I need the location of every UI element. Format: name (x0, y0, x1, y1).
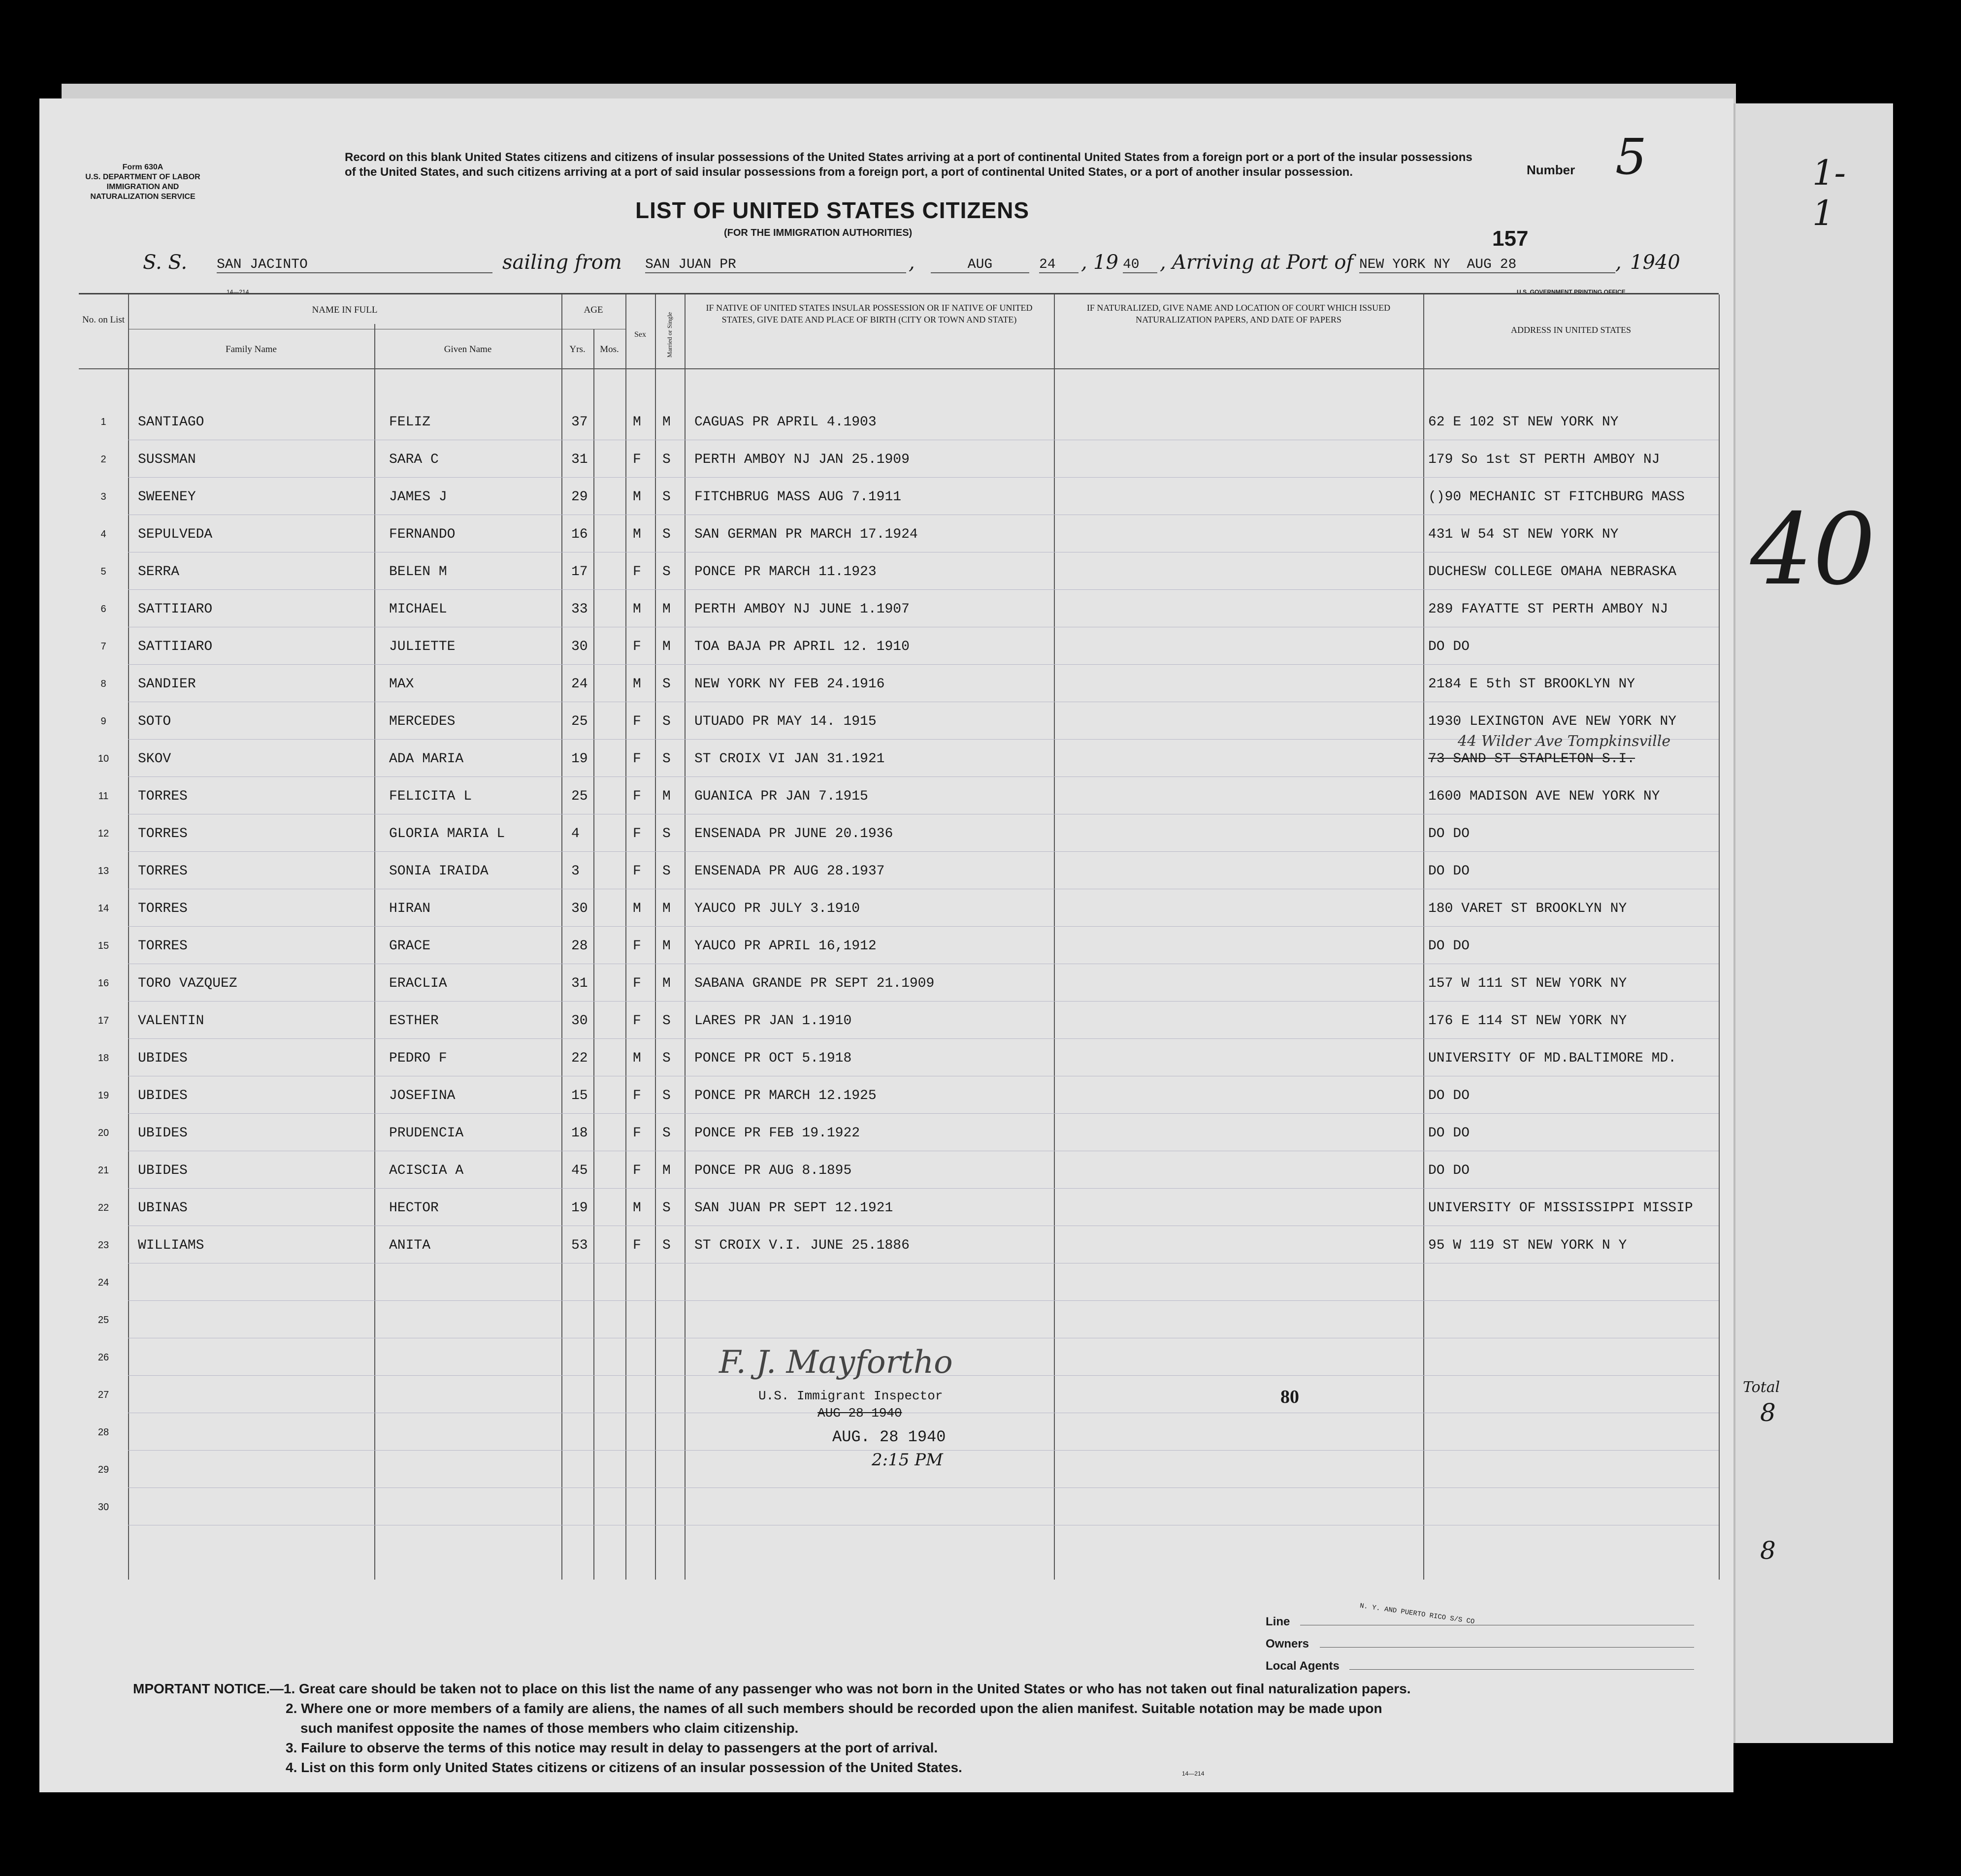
col-yrs: Yrs. (569, 344, 586, 355)
table-row (79, 1114, 1719, 1151)
inspector-title: U.S. Immigrant Inspector (758, 1389, 943, 1403)
birth-cell: GUANICA PR JAN 7.1915 (694, 789, 868, 804)
birth-cell: ST CROIX VI JAN 31.1921 (694, 751, 885, 767)
age-cell: 31 (571, 976, 588, 991)
family-name-cell: SKOV (138, 751, 171, 767)
inspection-time: 2:15 PM (872, 1450, 943, 1470)
address-cell: 289 FAYATTE ST PERTH AMBOY NJ (1428, 602, 1668, 617)
total-label: Total (1743, 1379, 1780, 1396)
address-cell: 431 W 54 ST NEW YORK NY (1428, 527, 1619, 542)
marital-status-cell: S (662, 1200, 671, 1216)
table-row (79, 1488, 1719, 1525)
form-agency: Form 630A U.S. DEPARTMENT OF LABOR IMMIGRATION AND NATURALIZATION SERVICE (85, 163, 200, 201)
birth-cell: PERTH AMBOY NJ JUNE 1.1907 (694, 602, 910, 617)
family-name-cell: SEPULVEDA (138, 527, 213, 542)
family-name-cell: UBINAS (138, 1200, 188, 1216)
family-name-cell: SANDIER (138, 677, 196, 692)
family-name-cell: UBIDES (138, 1088, 188, 1103)
table-row (79, 1002, 1719, 1039)
age-cell: 15 (571, 1088, 588, 1103)
age-cell: 24 (571, 677, 588, 692)
marital-status-cell: S (662, 564, 671, 580)
family-name-cell: TORRES (138, 864, 188, 879)
birth-cell: NEW YORK NY FEB 24.1916 (694, 677, 885, 692)
birth-cell: LARES PR JAN 1.1910 (694, 1013, 852, 1029)
address-cell: 95 W 119 ST NEW YORK N Y (1428, 1238, 1627, 1253)
side-big-number: 40 (1750, 492, 1876, 607)
birth-cell: CAGUAS PR APRIL 4.1903 (694, 415, 877, 430)
given-name-cell: JOSEFINA (389, 1088, 456, 1103)
table-row (79, 1189, 1719, 1226)
row-number: 30 (98, 1502, 109, 1513)
page-title: LIST OF UNITED STATES CITIZENS (635, 197, 1030, 223)
ss-label: S. S. (143, 251, 188, 274)
address-cell: DO DO (1428, 1088, 1470, 1103)
given-name-cell: FELIZ (389, 415, 431, 430)
age-cell: 53 (571, 1238, 588, 1253)
given-name-cell: GLORIA MARIA L (389, 826, 505, 841)
col-no: No. on List (82, 315, 125, 325)
row-number: 27 (98, 1390, 109, 1400)
sex-cell: F (633, 639, 641, 654)
birth-cell: PONCE PR MARCH 11.1923 (694, 564, 877, 580)
row-number: 10 (98, 753, 109, 764)
marital-status-cell: S (662, 489, 671, 505)
family-name-cell: SANTIAGO (138, 415, 204, 430)
sex-cell: F (633, 1088, 641, 1103)
given-name-cell: SONIA IRAIDA (389, 864, 489, 879)
birth-cell: PONCE PR MARCH 12.1925 (694, 1088, 877, 1103)
address-cell: UNIVERSITY OF MISSISSIPPI MISSIP (1428, 1200, 1693, 1216)
table-row (79, 515, 1719, 552)
age-cell: 25 (571, 714, 588, 729)
table-row (79, 590, 1719, 627)
col-address: ADDRESS IN UNITED STATES (1510, 325, 1632, 335)
birth-cell: YAUCO PR JULY 3.1910 (694, 901, 860, 916)
birth-cell: UTUADO PR MAY 14. 1915 (694, 714, 877, 729)
row-number: 13 (98, 866, 109, 876)
table-row (79, 777, 1719, 814)
sex-cell: F (633, 714, 641, 729)
row-number: 8 (100, 679, 106, 689)
age-cell: 18 (571, 1126, 588, 1141)
row-number: 11 (98, 791, 109, 802)
row-number: 5 (100, 566, 106, 577)
struck-date: AUG 28 1940 (817, 1406, 902, 1421)
sex-cell: F (633, 864, 641, 879)
sex-cell: F (633, 789, 641, 804)
birth-cell: PONCE PR AUG 8.1895 (694, 1163, 852, 1178)
depart-year: 40 (1123, 257, 1157, 273)
marital-status-cell: S (662, 1051, 671, 1066)
row-number: 6 (100, 604, 106, 615)
total-top: 8 (1760, 1398, 1776, 1427)
given-name-cell: MICHAEL (389, 602, 447, 617)
row-number: 1 (100, 417, 106, 427)
row-number: 14 (98, 903, 109, 914)
given-name-cell: SARA C (389, 452, 439, 467)
corner-mark: 1-1 (1812, 153, 1846, 233)
marital-status-cell: M (662, 901, 671, 916)
birth-cell: YAUCO PR APRIL 16,1912 (694, 938, 877, 954)
given-name-cell: ESTHER (389, 1013, 439, 1029)
table-row (79, 733, 1719, 777)
address-cell: ()90 MECHANIC ST FITCHBURG MASS (1428, 489, 1685, 505)
age-cell: 29 (571, 489, 588, 505)
form-code-top: 14—214 (227, 289, 249, 295)
number-label: Number (1527, 162, 1575, 177)
marital-status-cell: S (662, 452, 671, 467)
address-cell: DO DO (1428, 938, 1470, 954)
row-number: 24 (98, 1277, 109, 1288)
col-name-in-full: NAME IN FULL (312, 305, 378, 315)
table-row (79, 1301, 1719, 1338)
age-cell: 30 (571, 1013, 588, 1029)
marital-status-cell: S (662, 1238, 671, 1253)
address-cell: 179 So 1st ST PERTH AMBOY NJ (1428, 452, 1660, 467)
age-cell: 19 (571, 1200, 588, 1216)
table-row (79, 403, 1719, 440)
family-name-cell: SUSSMAN (138, 452, 196, 467)
row-number: 12 (98, 828, 109, 839)
marital-status-cell: S (662, 864, 671, 879)
given-name-cell: FELICITA L (389, 789, 472, 804)
stamp-157: 157 (1492, 226, 1529, 251)
row-number: 15 (98, 940, 109, 951)
address-cell: 73 SAND ST STAPLETON S.I. (1428, 751, 1635, 767)
address-cell: 180 VARET ST BROOKLYN NY (1428, 901, 1627, 916)
birth-cell: FITCHBRUG MASS AUG 7.1911 (694, 489, 902, 505)
arrival-year: 1940 (1630, 251, 1680, 274)
year-prefix: 19 (1093, 251, 1118, 274)
table-row (79, 478, 1719, 515)
age-cell: 37 (571, 415, 588, 430)
given-name-cell: HECTOR (389, 1200, 439, 1216)
sex-cell: F (633, 1163, 641, 1178)
age-cell: 19 (571, 751, 588, 767)
row-number: 23 (98, 1240, 109, 1251)
table-row (79, 814, 1719, 852)
sex-cell: F (633, 1013, 641, 1029)
family-name-cell: SWEENEY (138, 489, 196, 505)
table-row (79, 1151, 1719, 1189)
age-cell: 30 (571, 901, 588, 916)
sex-cell: F (633, 1238, 641, 1253)
family-name-cell: TORRES (138, 826, 188, 841)
birth-cell: ST CROIX V.I. JUNE 25.1886 (694, 1238, 910, 1253)
sailing-label: sailing from (502, 251, 622, 274)
birth-cell: TOA BAJA PR APRIL 12. 1910 (694, 639, 910, 654)
given-name-cell: BELEN M (389, 564, 447, 580)
depart-day: 24 (1039, 257, 1079, 273)
birth-cell: SABANA GRANDE PR SEPT 21.1909 (694, 976, 935, 991)
family-name-cell: WILLIAMS (138, 1238, 204, 1253)
row-number: 4 (100, 529, 106, 540)
row-number: 19 (98, 1090, 109, 1101)
sex-cell: F (633, 452, 641, 467)
table-row (79, 1076, 1719, 1114)
sex-cell: M (633, 415, 641, 430)
address-cell: DO DO (1428, 1126, 1470, 1141)
age-cell: 3 (571, 864, 580, 879)
sex-cell: M (633, 1200, 641, 1216)
row-number: 20 (98, 1128, 109, 1138)
passenger-table (79, 293, 1719, 1580)
sex-cell: F (633, 938, 641, 954)
birth-cell: PERTH AMBOY NJ JAN 25.1909 (694, 452, 910, 467)
family-name-cell: TORRES (138, 938, 188, 954)
col-age: AGE (584, 305, 603, 315)
number-value: 5 (1615, 128, 1647, 186)
col-family-name: Family Name (226, 344, 277, 355)
given-name-cell: JAMES J (389, 489, 447, 505)
age-cell: 25 (571, 789, 588, 804)
age-cell: 45 (571, 1163, 588, 1178)
table-row (79, 964, 1719, 1002)
marital-status-cell: S (662, 1013, 671, 1029)
marital-status-cell: M (662, 1163, 671, 1178)
sex-cell: M (633, 1051, 641, 1066)
sex-cell: F (633, 976, 641, 991)
table-row (79, 627, 1719, 665)
marital-status-cell: M (662, 639, 671, 654)
arriving-label: Arriving at Port of (1172, 251, 1354, 274)
age-cell: 31 (571, 452, 588, 467)
given-name-cell: PRUDENCIA (389, 1126, 464, 1141)
row-number: 26 (98, 1352, 109, 1363)
marital-status-cell: M (662, 415, 671, 430)
sex-cell: F (633, 1126, 641, 1141)
row-number: 7 (100, 641, 106, 652)
family-name-cell: SOTO (138, 714, 171, 729)
col-naturalized: IF NATURALIZED, GIVE NAME AND LOCATION OF COURT WHICH ISSUED NATURALIZATION PAPERS, AND DATE OF PAPERS (1086, 303, 1391, 324)
inspection-date: AUG. 28 1940 (832, 1428, 946, 1446)
adjacent-page (1733, 103, 1893, 1743)
family-name-cell: UBIDES (138, 1126, 188, 1141)
marital-status-cell: M (662, 789, 671, 804)
age-cell: 28 (571, 938, 588, 954)
table-row (79, 1226, 1719, 1263)
age-cell: 30 (571, 639, 588, 654)
address-cell: 1600 MADISON AVE NEW YORK NY (1428, 789, 1660, 804)
given-name-cell: MAX (389, 677, 414, 692)
table-row (79, 665, 1719, 702)
age-cell: 33 (571, 602, 588, 617)
total-bottom: 8 (1760, 1536, 1776, 1565)
family-name-cell: UBIDES (138, 1163, 188, 1178)
col-given-name: Given Name (444, 344, 492, 355)
from-port: SAN JUAN PR (645, 257, 906, 273)
marital-status-cell: S (662, 1088, 671, 1103)
row-number: 17 (98, 1015, 109, 1026)
col-married: Married or Single (666, 312, 673, 358)
family-name-cell: TORO VAZQUEZ (138, 976, 237, 991)
row-number: 21 (98, 1165, 109, 1176)
line-stamp: N. Y. AND PUERTO RICO S/S CO (1359, 1602, 1475, 1626)
given-name-cell: ANITA (389, 1238, 431, 1253)
given-name-cell: JULIETTE (389, 639, 456, 654)
given-name-cell: PEDRO F (389, 1051, 447, 1066)
address-cell: 2184 E 5th ST BROOKLYN NY (1428, 677, 1635, 692)
marital-status-cell: M (662, 976, 671, 991)
given-name-cell: HIRAN (389, 901, 431, 916)
family-name-cell: TORRES (138, 789, 188, 804)
birth-cell: PONCE PR OCT 5.1918 (694, 1051, 852, 1066)
address-cell: 62 E 102 ST NEW YORK NY (1428, 415, 1619, 430)
page-subtitle: (FOR THE IMMIGRATION AUTHORITIES) (724, 227, 913, 238)
sex-cell: M (633, 677, 641, 692)
row-number: 16 (98, 978, 109, 989)
marital-status-cell: M (662, 938, 671, 954)
col-birth: IF NATIVE OF UNITED STATES INSULAR POSSESSION OR IF NATIVE OF UNITED STATES, GIVE DATE AND PLACE OF BIRTH (CITY OR TOWN AND STATE) (706, 303, 1033, 324)
address-cell: 1930 LEXINGTON AVE NEW YORK NY (1428, 714, 1677, 729)
birth-cell: SAN JUAN PR SEPT 12.1921 (694, 1200, 893, 1216)
inspector-signature: F. J. Mayfortho (719, 1344, 953, 1381)
birth-cell: SAN GERMAN PR MARCH 17.1924 (694, 527, 918, 542)
given-name-cell: ADA MARIA (389, 751, 464, 767)
sex-cell: F (633, 564, 641, 580)
table-row (79, 1039, 1719, 1076)
col-mos: Mos. (600, 344, 619, 355)
birth-cell: ENSENADA PR JUNE 20.1936 (694, 826, 893, 841)
count-80: 80 (1280, 1387, 1299, 1407)
marital-status-cell: S (662, 714, 671, 729)
row-number: 28 (98, 1427, 109, 1438)
depart-month: AUG (931, 257, 1029, 273)
given-name-cell: ACISCIA A (389, 1163, 464, 1178)
agents-label: Local Agents (1266, 1659, 1340, 1673)
family-name-cell: UBIDES (138, 1051, 188, 1066)
age-cell: 17 (571, 564, 588, 580)
ship-name: SAN JACINTO (217, 257, 492, 273)
address-cell: DO DO (1428, 826, 1470, 841)
table-row (79, 927, 1719, 964)
manifest-sheet: Form 630A U.S. DEPARTMENT OF LABOR IMMIGRATION AND NATURALIZATION SERVICE Record on this blank United States citizens and citizens of insular possessions of the United States arriving at a port of continental United States from a foreign port or a port of the insular possessions of the United States, and such citizens arriving at a port of said insular possessions from a foreign port, a port of continental United States, or a port of another insular possession. Number 5 1-1 LIST OF UNITED STATES CITIZENS (FOR THE IMMIGRATION AUTHORITIES) 157 S. S. SAN JACINTO sailing from SAN JUAN PR , AUG 24 , 19 40 , Arriving at Port of NEW YORK NY AUG 28 , 1940 14—214 U.S. GOVERNMENT PRINTING OFFICE No. on List NAME IN FULL Family Name Given Name AGE Yrs. Mos. Sex Married or Single IF NATIVE OF UNITED STATES INSULAR POSSESSION OR IF NATIVE OF UNITED STATES, GIVE DATE AND PLACE OF BIRTH (CITY OR TOWN AND STATE) IF NATURALIZED, GIVE NAME AND LOCATION OF COURT WHICH ISSUED NATURALIZATION PAPERS, AND DATE OF PAPERS ADDRESS IN UNITED STATES 1 SANTIAGO FELIZ 37 M M CAGUAS PR APRIL 4.1903 62 E 102 ST NEW YORK NY 2 SUSSMAN SARA C 31 F S PERTH AMBOY NJ JAN 25.1909 179 So 1st ST PERTH AMBOY NJ 3 SWEENEY JAMES J 29 M S FITCHBRUG MASS AUG 7.1911 ()90 MECHANIC ST FITCHBURG MASS 4 SEPULVEDA FERNANDO 16 M S SAN GERMAN PR MARCH 17.1924 431 W 54 ST NEW YORK NY 5 SERRA BELEN M 17 F S PONCE PR MARCH 11.1923 DUCHESW COLLEGE OMAHA NEBRASKA 6 SATTIIARO MICHAEL 33 M M PERTH AMBOY NJ JUNE 1.1907 289 FAYATTE ST PERTH AMBOY NJ 7 SATTIIARO JULIETTE 30 F M TOA BAJA PR APRIL 12. 1910 DO DO 8 SANDIER MAX 24 M S NEW YORK NY FEB 24.1916 2184 E 5th ST BROOKLYN NY 9 SOTO MERCEDES 25 F S UTUADO PR MAY 14. 1915 1930 LEXINGTON AVE NEW YORK NY 10 SKOV ADA MARIA 19 F S ST CROIX VI JAN 31.1921 73 SAND ST STAPLETON S.I. 44 Wilder Ave Tompkinsville 11 TORRES FELICITA L 25 F M GUANICA PR JAN 7.1915 1600 MADISON AVE NEW YORK NY 12 TORRES GLORIA MARIA L 4 F S ENSENADA PR JUNE 20.1936 DO DO 13 TORRES SONIA IRAIDA 3 F S ENSENADA PR AUG 28.1937 DO DO 14 TORRES HIRAN 30 M M YAUCO PR JULY 3.1910 180 VARET ST BROOKLYN NY 15 TORRES GRACE 28 F M YAUCO PR APRIL 16,1912 DO DO 16 TORO VAZQUEZ ERACLIA 31 F M SABANA GRANDE PR SEPT 21.1909 157 W 111 ST NEW YORK NY 17 VALENTIN ESTHER 30 F S LARES PR JAN 1.1910 176 E 114 ST NEW YORK NY 18 UBIDES PEDRO F 22 M S PONCE PR OCT 5.1918 UNIVERSITY OF MD.BALTIMORE MD. 19 UBIDES JOSEFINA 15 F S PONCE PR MARCH 12.1925 DO DO 20 UBIDES PRUDENCIA 18 F S PONCE PR FEB 19.1922 DO DO 21 UBIDES ACISCIA A 45 F M PONCE PR AUG 8.1895 DO DO 22 UBINAS HECTOR 19 M S SAN JUAN PR SEPT 12.1921 UNIVERSITY OF MISSISSIPPI MISSIP 23 WILLIAMS ANITA 53 F S ST CROIX V.I. JUNE 25.1886 95 W 119 ST NEW YORK N Y 24 25 26 27 28 29 30 F. J. Mayfortho U.S. Immigrant Inspector AUG 28 1940 AUG. 28 1940 2:15 PM 80 Line N. Y. AND PUERTO RICO S/S CO Owners Local Agents MPORTANT NOTICE.—1. Great care should be taken not to place on this list the name of any passenger who was not born in the United States or who has not taken out final naturalization papers. 2. Where one or more members of a family are aliens, the names of all such members should be recorded upon the alien manifest. Suitable notation may be made upon such manifest opposite the names of those members who claim citizenship. 3. Failure to observe the terms of this notice may result in delay to passengers at the port of arrival. 4. List on this form only United States citizens or citizens of an insular possession of the United States. 14—214 (39, 98, 1733, 1792)
sex-cell: F (633, 826, 641, 841)
form-code-bottom: 14—214 (1182, 1770, 1205, 1777)
address-cell: 176 E 114 ST NEW YORK NY (1428, 1013, 1627, 1029)
given-name-cell: FERNANDO (389, 527, 456, 542)
marital-status-cell: S (662, 677, 671, 692)
sex-cell: M (633, 527, 641, 542)
marital-status-cell: M (662, 602, 671, 617)
sex-cell: M (633, 602, 641, 617)
family-name-cell: SERRA (138, 564, 180, 580)
family-name-cell: TORRES (138, 901, 188, 916)
address-handwritten-note: 44 Wilder Ave Tompkinsville (1458, 733, 1671, 750)
address-cell: DUCHESW COLLEGE OMAHA NEBRASKA (1428, 564, 1677, 580)
birth-cell: PONCE PR FEB 19.1922 (694, 1126, 860, 1141)
table-row (79, 552, 1719, 590)
marital-status-cell: S (662, 1126, 671, 1141)
sex-cell: F (633, 751, 641, 767)
table-row (79, 852, 1719, 889)
address-cell: 157 W 111 ST NEW YORK NY (1428, 976, 1627, 991)
age-cell: 16 (571, 527, 588, 542)
row-number: 9 (100, 716, 106, 727)
age-cell: 22 (571, 1051, 588, 1066)
arrival-port-date: NEW YORK NY AUG 28 (1359, 257, 1615, 273)
age-cell: 4 (571, 826, 580, 841)
sex-cell: M (633, 489, 641, 505)
owners-label: Owners (1266, 1637, 1309, 1650)
family-name-cell: VALENTIN (138, 1013, 204, 1029)
marital-status-cell: S (662, 527, 671, 542)
family-name-cell: SATTIIARO (138, 639, 213, 654)
row-number: 3 (100, 491, 106, 502)
table-row (79, 440, 1719, 478)
col-sex: Sex (634, 330, 646, 339)
table-row (79, 889, 1719, 927)
given-name-cell: MERCEDES (389, 714, 456, 729)
record-note: Record on this blank United States citizens and citizens of insular possessions of the United States arriving at a port of continental United States from a foreign port or a port of the insular possessions of the United States, and such citizens arriving at a port of said insular possessions from a foreign port, a port of continental United States, or a port of another insular possession. (345, 151, 1472, 179)
line-label: Line (1266, 1615, 1290, 1628)
family-name-cell: SATTIIARO (138, 602, 213, 617)
printer-mark: U.S. GOVERNMENT PRINTING OFFICE (1517, 289, 1626, 295)
address-cell: UNIVERSITY OF MD.BALTIMORE MD. (1428, 1051, 1677, 1066)
row-number: 2 (100, 454, 106, 465)
marital-status-cell: S (662, 826, 671, 841)
table-row (79, 1263, 1719, 1301)
given-name-cell: ERACLIA (389, 976, 447, 991)
row-number: 29 (98, 1464, 109, 1475)
row-number: 22 (98, 1202, 109, 1213)
address-cell: DO DO (1428, 1163, 1470, 1178)
birth-cell: ENSENADA PR AUG 28.1937 (694, 864, 885, 879)
address-cell: DO DO (1428, 639, 1470, 654)
address-cell: DO DO (1428, 864, 1470, 879)
given-name-cell: GRACE (389, 938, 431, 954)
row-number: 18 (98, 1053, 109, 1064)
important-notice: MPORTANT NOTICE.—1. Great care should be taken not to place on this list the name of any passenger who was not born in the United States or who has not taken out final naturalization papers. 2. Where one or more members of a family are aliens, the names of all such members should be recorded upon the alien manifest. Suitable notation may be made upon such manifest opposite the names of those members who claim citizenship. 3. Failure to observe the terms of this notice may result in delay to passengers at the port of arrival. 4. List on this form only United States citizens or citizens of an insular possession of the United States. (133, 1681, 1411, 1775)
marital-status-cell: S (662, 751, 671, 767)
row-number: 25 (98, 1315, 109, 1326)
sex-cell: M (633, 901, 641, 916)
